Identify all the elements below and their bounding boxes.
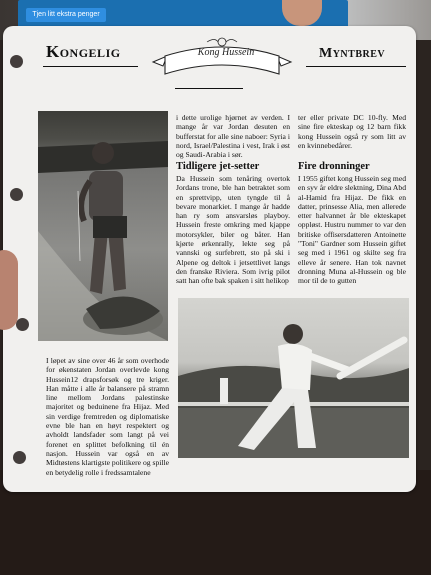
header-rule — [306, 66, 406, 67]
coin-letter-sheet — [3, 26, 416, 492]
binder-hole — [16, 318, 29, 331]
bottom-text: I løpet av sine over 46 år som overhode for økenstaten Jordan overlevde kong Hussein12 drapsforsøk og tre kriger. Han måtte i alle år balansere på stramn line mellom Jordans palestinske majoritet og beduinene fra Hijaz. Med sin verdige fremtreden og diplomatiske evne ble han en høyt respektert og avholdt landsfader som langt på vei forenet en splittet befolkning til én nasjon. Hussein var også en av Midtøstens klartigste politikere og spille en betydelig rolle i fredssamtalene — [46, 356, 169, 477]
header-right: Myntbrev — [319, 46, 386, 61]
binder-hole — [10, 55, 23, 68]
queens-text: I 1955 giftet kong Hussein seg med en syv år eldre slektning, Dina Abd al-Hamid fra Hijaz. De fikk en datter, prinsesse Alia, men allerede etter halvannet år ble ekteskapet oppløst. Hustru nummer to var den britiske offisersdatteren Antoinette "Toni" Gardner som Hussein giftet seg med i 1961 og skilte seg fra elleve år senere. Han tok navnet dronning Muna al-Hussein og ble mor til de to gutten — [298, 174, 406, 286]
header-left: Kongelig — [46, 42, 121, 61]
column-rule — [175, 88, 243, 89]
jet-setter-heading: Tidligere jet-setter — [176, 161, 260, 172]
cricket-photo — [178, 298, 409, 458]
right-top-text: ter eller private DC 10-fly. Med sine fire ekteskap og 12 barn fikk kong Hussein også ry som litt av en kvinnebedårer. — [298, 113, 406, 150]
jet-setter-text: Da Hussein som tenåring overtok Jordans trone, ble han betraktet som en sprettvipp, uten tyngde til å bevare monarkiet. I mange år hadde han ry som ansvarsløs playboy. Hussein freste omkring med kjappe motorsykler, biler og båter. Han kjørte ørkenrally, lekte seg på vannski og surfebrett, sto på ski i Alpene og deltok i jetsettlivet langs den franske Riviera. Som ivrig pilot satt han ofte bak spaken i sitt helikop — [176, 174, 290, 286]
banner-title: Kong Hussein — [197, 47, 255, 58]
header-rule — [43, 66, 138, 67]
waterski-photo — [38, 111, 168, 341]
intro-text: i dette urolige hjørnet av verden. I mange år var Jordan desuten en bufferstat for alle sine naboer: Syria i nord, Israel/Palestina i vest, Irak i øst og Saudi-Arabia i sør. — [176, 113, 290, 160]
queens-heading: Fire dronninger — [298, 161, 370, 172]
binder-hole — [10, 188, 23, 201]
screen-button: Tjen litt ekstra penger — [26, 8, 106, 22]
ribbon-banner — [147, 36, 297, 88]
hand — [0, 250, 18, 330]
binder-hole — [13, 451, 26, 464]
